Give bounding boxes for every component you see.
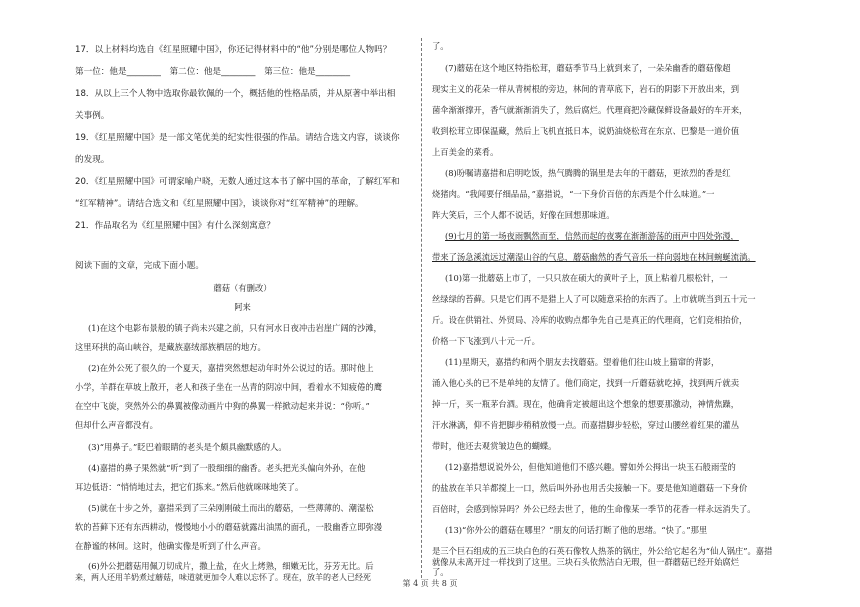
article-title: 蘑菇（有删改） bbox=[213, 283, 272, 293]
line-r0: 了。 bbox=[432, 41, 449, 51]
article-author: 阿来 bbox=[234, 302, 251, 312]
para-9: (9)七月的第一场夜雨飘然而至，信然而起的夜雾在渐渐游荡的雨声中四处弥漫， bbox=[445, 231, 739, 241]
column-divider bbox=[421, 38, 422, 578]
para-12-l3: 百倍时，会感到惊异吗？外公已经去世了，他的生命像某一季节的花香一样永远消失了。 bbox=[432, 504, 756, 514]
para-7-l5: 上百美金的菜肴。 bbox=[432, 147, 499, 157]
para-10-l2: 丝绿绿的苔藓。只是它们再不是猎上人了可以随意采拾的东西了。上市就咣当到五十元一 bbox=[432, 294, 756, 304]
para-11-l5: 带时，他还去观赏皱边色的蝴蝶。 bbox=[432, 441, 557, 451]
para-6-cont: 来，两人还用羊奶煮过蘑菇，味道就更加令人难以忘怀了。现在，放羊的老人已经死 bbox=[75, 573, 371, 582]
para-8-l2: 烧猪肉。“我闻要仔细品品，”嘉措说，“一下身价百倍的东西是个什么味道。”一 bbox=[432, 189, 715, 199]
para-4: (4)嘉措的鼻子果然就“听”到了一股细细的幽香。老头把光头偏向外孙，在他 bbox=[88, 463, 366, 473]
reading-instruction: 阅读下面的文章，完成下面小题。 bbox=[75, 261, 204, 271]
para-2: (2)在外公死了很久的一个夏天，嘉措突然想起动年时外公说过的话。那时他上 bbox=[88, 363, 374, 373]
question-20: 20．《红星照耀中国》可谓家喻户晓，无数人通过这本书了解中国的革命，了解红军和 bbox=[75, 177, 400, 187]
question-18-cont: 关事例。 bbox=[75, 111, 110, 121]
question-17-blanks: 第一位：他是________ 第二位：他是________ 第三位：他是________ bbox=[75, 67, 351, 77]
para-5: (5)就在十步之外，嘉措采到了三朵刚刚破土而出的蘑菇，一些薄薄的、潮湿松 bbox=[88, 503, 374, 513]
para-5-l3: 在静谧的林间。这时，他确实像是听到了什么声音。 bbox=[75, 541, 266, 551]
para-12-l2: 的盐放在羊只羊都搅上一口，然后叫外孙也用舌尖接触一下。要是他知道蘑菇一下身价 bbox=[432, 483, 748, 493]
para-11-l3: 掉一斤，买一瓶茅台酒。现在，他确肯定被超出这个想象的想要那激动，神情焦躁， bbox=[432, 399, 739, 409]
question-17: 17．以上材料均选自《红星照耀中国》，你还记得材料中的“他”分别是哪位人物吗？ bbox=[75, 45, 392, 55]
para-13: (13)“你外公的蘑菇在哪里？”朋友的问话打断了他的思绪。“快了。”那里 bbox=[445, 525, 708, 535]
para-11: (11)星期天，嘉措约和两个朋友去找蘑菇。望着他们往山坡上猫窜的背影， bbox=[445, 357, 720, 367]
para-7: (7)蘑菇在这个地区特指松茸，蘑菇季节马上就到来了，一朵朵幽香的蘑菇像超 bbox=[445, 63, 731, 73]
para-3: (3)“用鼻子。”眨巴着眼睛的老头是个颇具幽默感的人。 bbox=[88, 442, 287, 452]
para-11-l4: 汗水淋漓，仰不肯把脚步稍稍放慢一点。而嘉措脚步轻松，穿过山腰丝着红果的灌丛 bbox=[432, 420, 739, 430]
para-2-l4: 但却什么声音都没有。 bbox=[75, 420, 158, 430]
para-10: (10)第一批蘑菇上市了，一只只放在硕大的黄叶子上，顶上粘着几根松针，一 bbox=[445, 273, 728, 283]
para-1-cont: 这里环拱的高山峡谷，是藏族嘉绒部族栖居的地方。 bbox=[75, 342, 266, 352]
para-1: (1)在这个电影布景般的镇子尚未兴建之前，只有河水日夜冲击岩崖广阔的沙滩， bbox=[88, 323, 382, 333]
question-21: 21．作品取名为《红星照耀中国》有什么深刻寓意？ bbox=[75, 221, 275, 231]
para-10-l4: 价格一下飞涨到八十元一斤。 bbox=[432, 336, 540, 346]
para-7-l3: 菌伞渐渐撑开，香气就渐渐消失了，然后腐烂。代理商把冷藏保鲜设备最好的车开来， bbox=[432, 105, 748, 115]
para-12: (12)嘉措想说说外公，但他知道他们不感兴趣。譬如外公拇出一块玉石般雨莹的 bbox=[445, 462, 736, 472]
para-2-l2: 小学，羊群在草坡上散开，老人和孩子坐在一丛青的阴凉中间，看着水不知疲倦的鹰 bbox=[75, 382, 382, 392]
question-19: 19．《红星照耀中国》是一部文笔优美的纪实性很强的作品。请结合选文内容，谈谈你 bbox=[75, 133, 400, 143]
para-7-l2: 现实主义的花朵一样从青树根的旁边，林间的青草底下，岩石的阴影下开放出来，到 bbox=[432, 84, 739, 94]
para-5-l2: 软的苔藓下还有东西耕动，慢慢地小小的蘑菇就露出油黑的面孔，一股幽香立即弥漫 bbox=[75, 522, 382, 532]
para-8: (8)吩嘱请嘉措和启明吃饭，热气腾腾的锅里是去年的干蘑菇，更浓烈的香是红 bbox=[445, 168, 731, 178]
para-4-cont: 耳边低语：“悄悄地过去，把它们拣来。”然后他就咪咪地笑了。 bbox=[75, 482, 304, 492]
para-6: (6)外公把蘑菇用佩刀切成片，撒上盐，在火上烤熟，细嫩无比，芬芳无比。后 bbox=[88, 561, 374, 571]
para-13-l3: 就像从未离开过一样找到了这里。三块石头依然洁白无瑕，但一群蘑菇已经开始腐烂 bbox=[432, 557, 739, 567]
question-19-cont: 的发现。 bbox=[75, 155, 110, 165]
para-11-l2: 涌入他心头的已不是单纯的友情了。他们商定，找到一斤蘑菇就吃掉，找到两斤就卖 bbox=[432, 378, 739, 388]
para-2-l3: 在空中飞旋，突然外公的鼻翼被像动画片中狗的鼻翼一样掀动起来并说：“你听。” bbox=[75, 401, 370, 411]
para-10-l3: 斤。设在供销社、外贸局、冷库的收购点都争先自己是真正的代理商，它们竞相抬价， bbox=[432, 315, 748, 325]
para-7-l4: 收到松茸立即保温藏，然后上飞机直抵日本，说奶油烧松茸在东京、巴黎是一道价值 bbox=[432, 126, 739, 136]
para-13-l4: 了。 bbox=[432, 567, 449, 577]
question-18: 18．从以上三个人物中选取你最钦佩的一个，概括他的性格品质，并从原著中举出相 bbox=[75, 89, 396, 99]
para-8-l3: 阵大笑后，三个人都不说话，好像在回想那味道。 bbox=[432, 210, 615, 220]
para-9-l2: 带来了汤急溪流远过潮湿山谷的气息，蘑菇幽然的香气音乐一样向弱地在林间蜿蜒流淌。 bbox=[432, 252, 756, 262]
para-13-l2: 是三个巨石组成的五三块白色的石英石像牧人热茶的锅庄，外公给它起名为“仙人锅庄”。嘉措 bbox=[432, 546, 773, 556]
question-20-cont: “红军精神”。请结合选文和《红星照耀中国》，谈谈你对“红军精神”的理解。 bbox=[75, 199, 364, 209]
page-footer: 第 4 页 共 8 页 bbox=[402, 579, 458, 588]
